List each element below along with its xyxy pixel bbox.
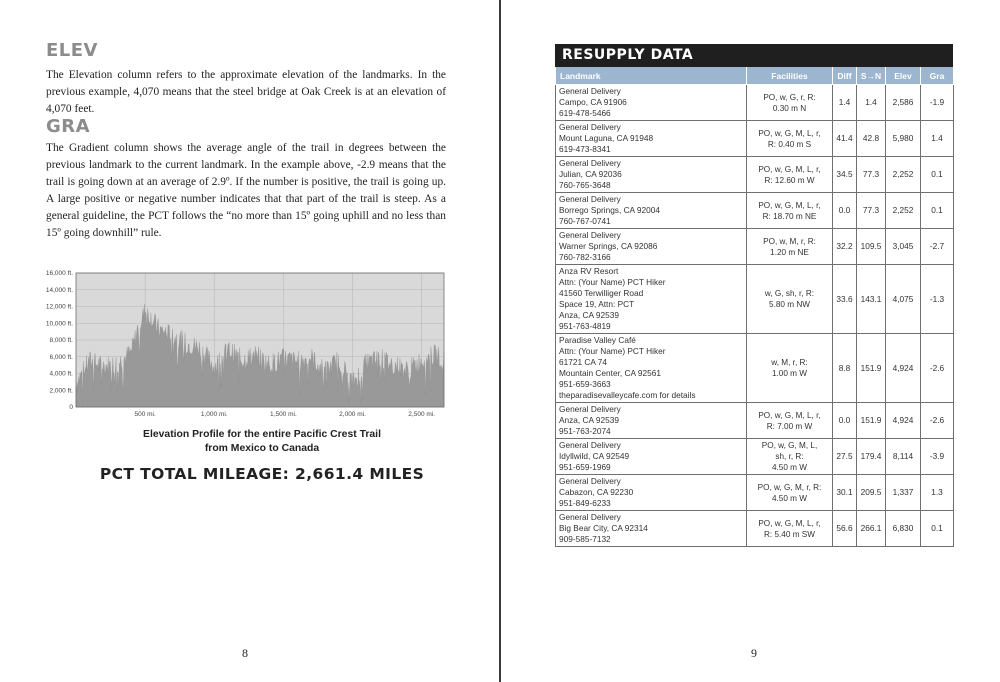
landmark-line: Idyllwild, CA 92549 (559, 451, 630, 461)
landmark-line: General Delivery (559, 230, 621, 240)
landmark-line: Mountain Center, CA 92561 (559, 368, 661, 378)
gra-cell: 1.3 (921, 475, 954, 511)
landmark-line: Campo, CA 91906 (559, 97, 627, 107)
total-mileage-title: PCT TOTAL MILEAGE: 2,661.4 MILES (99, 465, 425, 483)
landmark-cell (556, 265, 747, 334)
facilities-line: R: 7.00 m W (766, 421, 813, 431)
y-tick-label: 2,000 ft. (49, 387, 73, 395)
x-tick-label: 2,000 mi. (339, 411, 366, 418)
gra-cell: -1.3 (921, 265, 954, 334)
y-tick-label: 16,000 ft. (45, 270, 73, 277)
elev-cell: 4,924 (886, 334, 921, 403)
table-row (556, 157, 954, 193)
diff-cell: 0.0 (833, 193, 857, 229)
table-row (556, 193, 954, 229)
landmark-line: Anza RV Resort (559, 266, 619, 276)
landmark-line: General Delivery (559, 158, 621, 168)
y-tick-label: 10,000 ft. (45, 320, 73, 328)
sn-cell: 42.8 (857, 121, 886, 157)
resupply-table (555, 67, 954, 547)
landmark-line: 760-767-0741 (559, 216, 611, 226)
landmark-line: General Delivery (559, 476, 621, 486)
gra-cell: -2.6 (921, 334, 954, 403)
landmark-cell (556, 403, 747, 439)
landmark-line: General Delivery (559, 86, 621, 96)
diff-cell: 41.4 (833, 121, 857, 157)
y-tick-label: 4,000 ft. (49, 370, 73, 378)
gra-heading: GRA (46, 116, 91, 137)
resupply-header-row (556, 67, 954, 85)
facilities-cell (747, 121, 833, 157)
chart-caption-line-2: from Mexico to Canada (204, 443, 320, 454)
elev-paragraph: The Elevation column refers to the approximate elevation of the landmarks. In the previous example, 4,070 means that the steel bridge at Oak Creek is at an elevation of 4,070 feet. (46, 69, 446, 115)
gra-cell: 1.4 (921, 121, 954, 157)
table-row (556, 475, 954, 511)
facilities-line: PO, w, G, M, L, r, (758, 518, 821, 528)
facilities-line: PO, w, G, M, L, (761, 441, 818, 450)
facilities-line: PO, w, G, r, R: (763, 92, 816, 102)
elev-cell: 2,586 (886, 85, 921, 121)
landmark-cell (556, 193, 747, 229)
landmark-line: 909-585-7132 (559, 534, 611, 544)
page-number-right: 9 (751, 646, 757, 660)
x-tick-label: 2,500 mi. (408, 411, 436, 418)
sn-cell: 151.9 (857, 334, 886, 403)
landmark-line: Anza, CA 92539 (559, 310, 619, 320)
facilities-line: PO, w, G, M, L, r, (758, 410, 821, 420)
table-row (556, 229, 954, 265)
diff-cell: 56.6 (833, 511, 857, 547)
facilities-cell (747, 85, 833, 121)
landmark-line: Mount Laguna, CA 91948 (559, 133, 654, 143)
landmark-line: 951-763-2074 (559, 426, 611, 436)
landmark-line: Borrego Springs, CA 92004 (559, 205, 661, 215)
landmark-line: 760-782-3166 (559, 252, 611, 262)
elev-heading: ELEV (46, 40, 98, 61)
facilities-cell (747, 193, 833, 229)
y-tick-label: 0 (69, 404, 73, 411)
diff-cell: 32.2 (833, 229, 857, 265)
facilities-line: PO, w, G, M, L, r, (758, 200, 821, 210)
landmark-line: Julian, CA 92036 (559, 169, 622, 179)
facilities-line: w, G, sh, r, R: (764, 289, 815, 298)
facilities-line: R: 18.70 m NE (762, 211, 817, 221)
landmark-line: Anza, CA 92539 (559, 415, 619, 425)
elev-cell: 8,114 (886, 439, 921, 475)
chart-caption-line-1: Elevation Profile for the entire Pacific Crest Trail (143, 429, 381, 440)
facilities-line: R: 12.60 m W (764, 175, 815, 185)
diff-cell: 34.5 (833, 157, 857, 193)
landmark-line: 619-478-5466 (559, 108, 611, 118)
elev-cell: 2,252 (886, 193, 921, 229)
chart-caption (76, 428, 448, 456)
table-row (556, 85, 954, 121)
elev-cell: 6,830 (886, 511, 921, 547)
landmark-line: Attn: (Your Name) PCT Hiker (559, 277, 666, 287)
facilities-line: PO, w, M, r, R: (763, 236, 816, 246)
landmark-cell (556, 511, 747, 547)
facilities-line: 0.30 m N (772, 103, 807, 113)
landmark-cell (556, 439, 747, 475)
sn-cell: 151.9 (857, 403, 886, 439)
diff-cell: 30.1 (833, 475, 857, 511)
elev-cell: 1,337 (886, 475, 921, 511)
gra-cell: -3.9 (921, 439, 954, 475)
sn-cell: 266.1 (857, 511, 886, 547)
facilities-line: R: 0.40 m S (767, 139, 812, 149)
gra-cell: -1.9 (921, 85, 954, 121)
col-header-facilities: Facilities (747, 67, 833, 85)
landmark-cell (556, 334, 747, 403)
diff-cell: 8.8 (833, 334, 857, 403)
landmark-cell (556, 229, 747, 265)
landmark-cell (556, 85, 747, 121)
col-header-diff: Diff (833, 67, 857, 85)
landmark-line: Attn: (Your Name) PCT Hiker (559, 346, 666, 356)
table-row (556, 403, 954, 439)
landmark-line: 61721 CA 74 (559, 357, 607, 367)
landmark-line: General Delivery (559, 194, 621, 204)
x-tick-label: 500 mi. (134, 411, 156, 418)
landmark-line: 951-659-1969 (559, 462, 611, 472)
sn-cell: 109.5 (857, 229, 886, 265)
landmark-line: Warner Springs, CA 92086 (559, 241, 658, 251)
landmark-line: Space 19, Attn: PCT (559, 299, 635, 309)
facilities-line: PO, w, G, M, L, r, (758, 128, 821, 138)
landmark-line: Big Bear City, CA 92314 (559, 523, 648, 533)
x-tick-label: 1,000 mi. (200, 411, 228, 418)
landmark-line: 951-659-3663 (559, 379, 611, 389)
table-row (556, 511, 954, 547)
elev-cell: 4,924 (886, 403, 921, 439)
col-header-landmark: Landmark (556, 67, 747, 85)
landmark-cell (556, 121, 747, 157)
col-header-gra: Gra (921, 67, 954, 85)
facilities-line: R: 5.40 m SW (764, 529, 815, 539)
facilities-line: 1.00 m W (771, 369, 808, 378)
facilities-cell (747, 157, 833, 193)
landmark-line: Paradise Valley Café (559, 335, 636, 345)
landmark-line: 760-765-3648 (559, 180, 611, 190)
gra-cell: 0.1 (921, 511, 954, 547)
sn-cell: 77.3 (857, 157, 886, 193)
sn-cell: 77.3 (857, 193, 886, 229)
page-number-left: 8 (242, 646, 248, 660)
facilities-line: PO, w, G, M, L, r, (758, 164, 821, 174)
gra-cell: 0.1 (921, 157, 954, 193)
facilities-line: 1.20 m NE (770, 247, 809, 257)
landmark-line: General Delivery (559, 122, 621, 132)
landmark-line: General Delivery (559, 404, 621, 414)
x-tick-label: 1,500 mi. (270, 411, 297, 418)
sn-cell: 209.5 (857, 475, 886, 511)
landmark-line: 41560 Terwilliger Road (559, 288, 644, 298)
facilities-cell (747, 511, 833, 547)
landmark-cell (556, 157, 747, 193)
landmark-cell (556, 475, 747, 511)
facilities-line: 4.50 m W (771, 463, 808, 472)
facilities-line: sh, r, R: (775, 452, 804, 461)
left-page (0, 0, 499, 682)
sn-cell: 179.4 (857, 439, 886, 475)
facilities-line: w, M, r, R: (771, 358, 808, 367)
sn-cell: 1.4 (857, 85, 886, 121)
facilities-cell (747, 265, 833, 334)
y-tick-label: 8,000 ft. (49, 337, 73, 344)
landmark-line: 951-763-4819 (559, 321, 611, 331)
gra-cell: -2.6 (921, 403, 954, 439)
book-spine (499, 0, 501, 682)
facilities-cell (747, 334, 833, 403)
facilities-cell (747, 229, 833, 265)
table-row (556, 439, 954, 475)
sn-cell: 143.1 (857, 265, 886, 334)
landmark-line: General Delivery (559, 512, 621, 522)
elev-cell: 2,252 (886, 157, 921, 193)
col-header-sn: S→N (857, 67, 886, 85)
facilities-cell (747, 475, 833, 511)
elev-cell: 3,045 (886, 229, 921, 265)
col-header-elev: Elev (886, 67, 921, 85)
facilities-line: PO, w, G, M, r, R: (757, 482, 822, 492)
y-tick-label: 12,000 ft. (45, 303, 73, 311)
diff-cell: 27.5 (833, 439, 857, 475)
table-row (556, 334, 954, 403)
facilities-line: 5.80 m NW (769, 300, 810, 309)
gra-cell: -2.7 (921, 229, 954, 265)
landmark-line: 619-473-8341 (559, 144, 611, 154)
diff-cell: 0.0 (833, 403, 857, 439)
y-tick-label: 14,000 ft. (45, 286, 73, 294)
landmark-line: theparadisevalleycafe.com for details (559, 390, 696, 400)
elevation-profile-chart (40, 268, 450, 420)
y-tick-label: 6,000 ft. (49, 353, 73, 361)
table-row (556, 121, 954, 157)
diff-cell: 33.6 (833, 265, 857, 334)
landmark-line: 951-849-6233 (559, 498, 611, 508)
facilities-line: 4.50 m W (771, 493, 808, 503)
facilities-cell (747, 403, 833, 439)
landmark-line: General Delivery (559, 440, 621, 450)
gra-paragraph: The Gradient column shows the average angle of the trail in degrees between the previous landmark to the current landmark. In the example above, -2.9 means that the trail is going down at an average of 2.9º. If the number is positive, the trail is going up. A large positive or negative number indicates that that part of the trail is steep. As a general guideline, the PCT follows the “no more than 15º going uphill and no less than 15º going downhill” rule. (46, 142, 446, 239)
diff-cell: 1.4 (833, 85, 857, 121)
resupply-title: RESUPPLY DATA (555, 44, 953, 67)
gra-cell: 0.1 (921, 193, 954, 229)
elev-cell: 4,075 (886, 265, 921, 334)
landmark-line: Cabazon, CA 92230 (559, 487, 634, 497)
facilities-cell (747, 439, 833, 475)
elev-cell: 5,980 (886, 121, 921, 157)
table-row (556, 265, 954, 334)
